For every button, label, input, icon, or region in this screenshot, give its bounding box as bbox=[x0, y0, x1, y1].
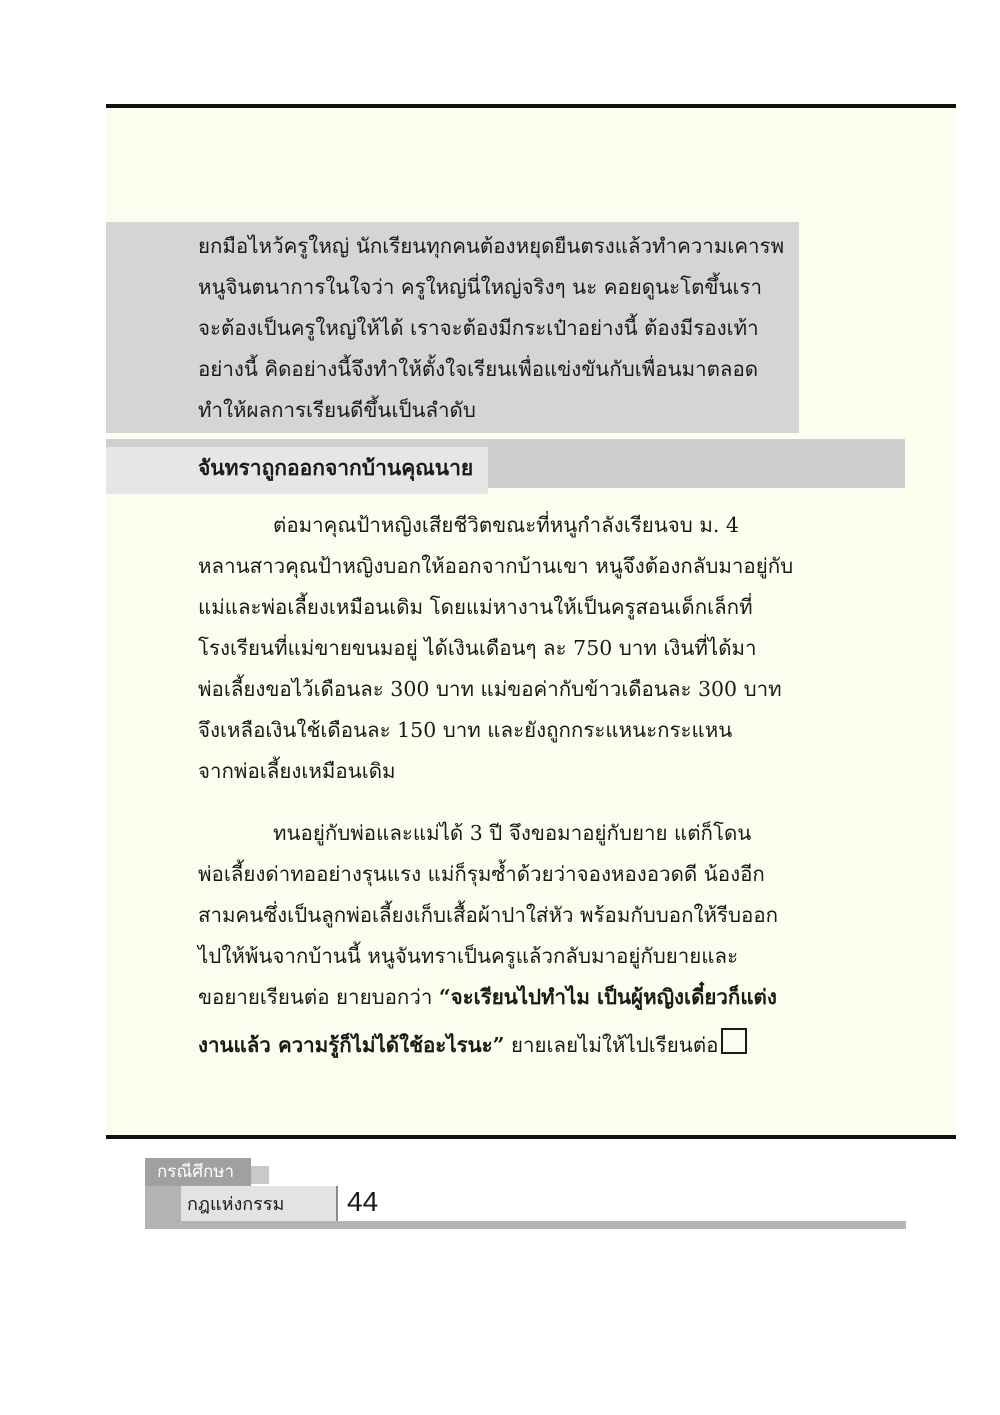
footer-category: กรณีศึกษา bbox=[145, 1158, 251, 1186]
body-line: สามคนซึ่งเป็นลูกพ่อเลี้ยงเก็บเสื้อผ้าปาใส่หัว พร้อมกับบอกให้รีบออก bbox=[198, 903, 779, 927]
footer-square-decor bbox=[251, 1166, 269, 1184]
quote-line: หนูจินตนาการในใจว่า ครูใหญ่นี่ใหญ่จริงๆ นะ คอยดูนะโตขึ้นเรา bbox=[198, 275, 762, 299]
footer-bar bbox=[145, 1221, 906, 1229]
body-line: จากพ่อเลี้ยงเหมือนเดิม bbox=[198, 759, 396, 783]
body-line: หลานสาวคุณป้าหญิงบอกให้ออกจากบ้านเขา หนูจึงต้องกลับมาอยู่กับ bbox=[198, 554, 794, 578]
body-line: แม่และพ่อเลี้ยงเหมือนเดิม โดยแม่หางานให้เป็นครูสอนเด็กเล็กที่ bbox=[198, 595, 753, 619]
body-line bbox=[198, 987, 777, 1008]
quote-line: จะต้องเป็นครูใหญ่ให้ได้ เราจะต้องมีกระเป๋าอย่างนี้ ต้องมีรองเท้า bbox=[198, 316, 759, 340]
body-line: ทนอยู่กับพ่อและแม่ได้ 3 ปี จึงขอมาอยู่กับยาย แต่ก็โดน bbox=[273, 821, 752, 845]
body-line: จึงเหลือเงินใช้เดือนละ 150 บาท และยังถูกกระแหนะกระแหน bbox=[198, 718, 733, 742]
grandma-quote: งานแล้ว ความรู้ก็ไม่ได้ใช้อะไรนะ” bbox=[198, 1033, 505, 1057]
footer-series-title: กฎแห่งกรรม bbox=[181, 1186, 338, 1222]
quote-line: ยกมือไหว้ครูใหญ่ นักเรียนทุกคนต้องหยุดยืนตรงแล้วทำความเคารพ bbox=[198, 234, 785, 258]
section-title: จันทราถูกออกจากบ้านคุณนาย bbox=[198, 455, 474, 480]
body-line: ต่อมาคุณป้าหญิงเสียชีวิตขณะที่หนูกำลังเรียนจบ ม. 4 bbox=[273, 513, 739, 537]
grandma-quote: “จะเรียนไปทำไม เป็นผู้หญิงเดี๋ยวก็แต่ง bbox=[438, 985, 777, 1009]
body-line: ไปให้พ้นจากบ้านนี้ หนูจันทราเป็นครูแล้วกลับมาอยู่กับยายและ bbox=[198, 944, 739, 968]
body-line bbox=[198, 1028, 747, 1056]
quote-line: ทำให้ผลการเรียนดีขึ้นเป็นลำดับ bbox=[198, 398, 476, 422]
body-line: โรงเรียนที่แม่ขายขนมอยู่ ได้เงินเดือนๆ ละ 750 บาท เงินที่ได้มา bbox=[198, 636, 757, 660]
bottom-rule bbox=[106, 1135, 956, 1139]
end-mark-icon bbox=[721, 1028, 747, 1054]
body-text: ยายเลยไม่ให้ไปเรียนต่อ bbox=[504, 1033, 719, 1057]
body-text: ขอยายเรียนต่อ ยายบอกว่า bbox=[198, 985, 439, 1009]
body-line: พ่อเลี้ยงขอไว้เดือนละ 300 บาท แม่ขอค่ากับข้าวเดือนละ 300 บาท bbox=[198, 677, 782, 701]
quote-line: อย่างนี้ คิดอย่างนี้จึงทำให้ตั้งใจเรียนเพื่อแข่งขันกับเพื่อนมาตลอด bbox=[198, 357, 759, 381]
page-number: 44 bbox=[347, 1186, 379, 1217]
body-line: พ่อเลี้ยงด่าทออย่างรุนแรง แม่ก็รุมซ้ำด้วยว่าจองหองอวดดี น้องอีก bbox=[198, 862, 765, 886]
